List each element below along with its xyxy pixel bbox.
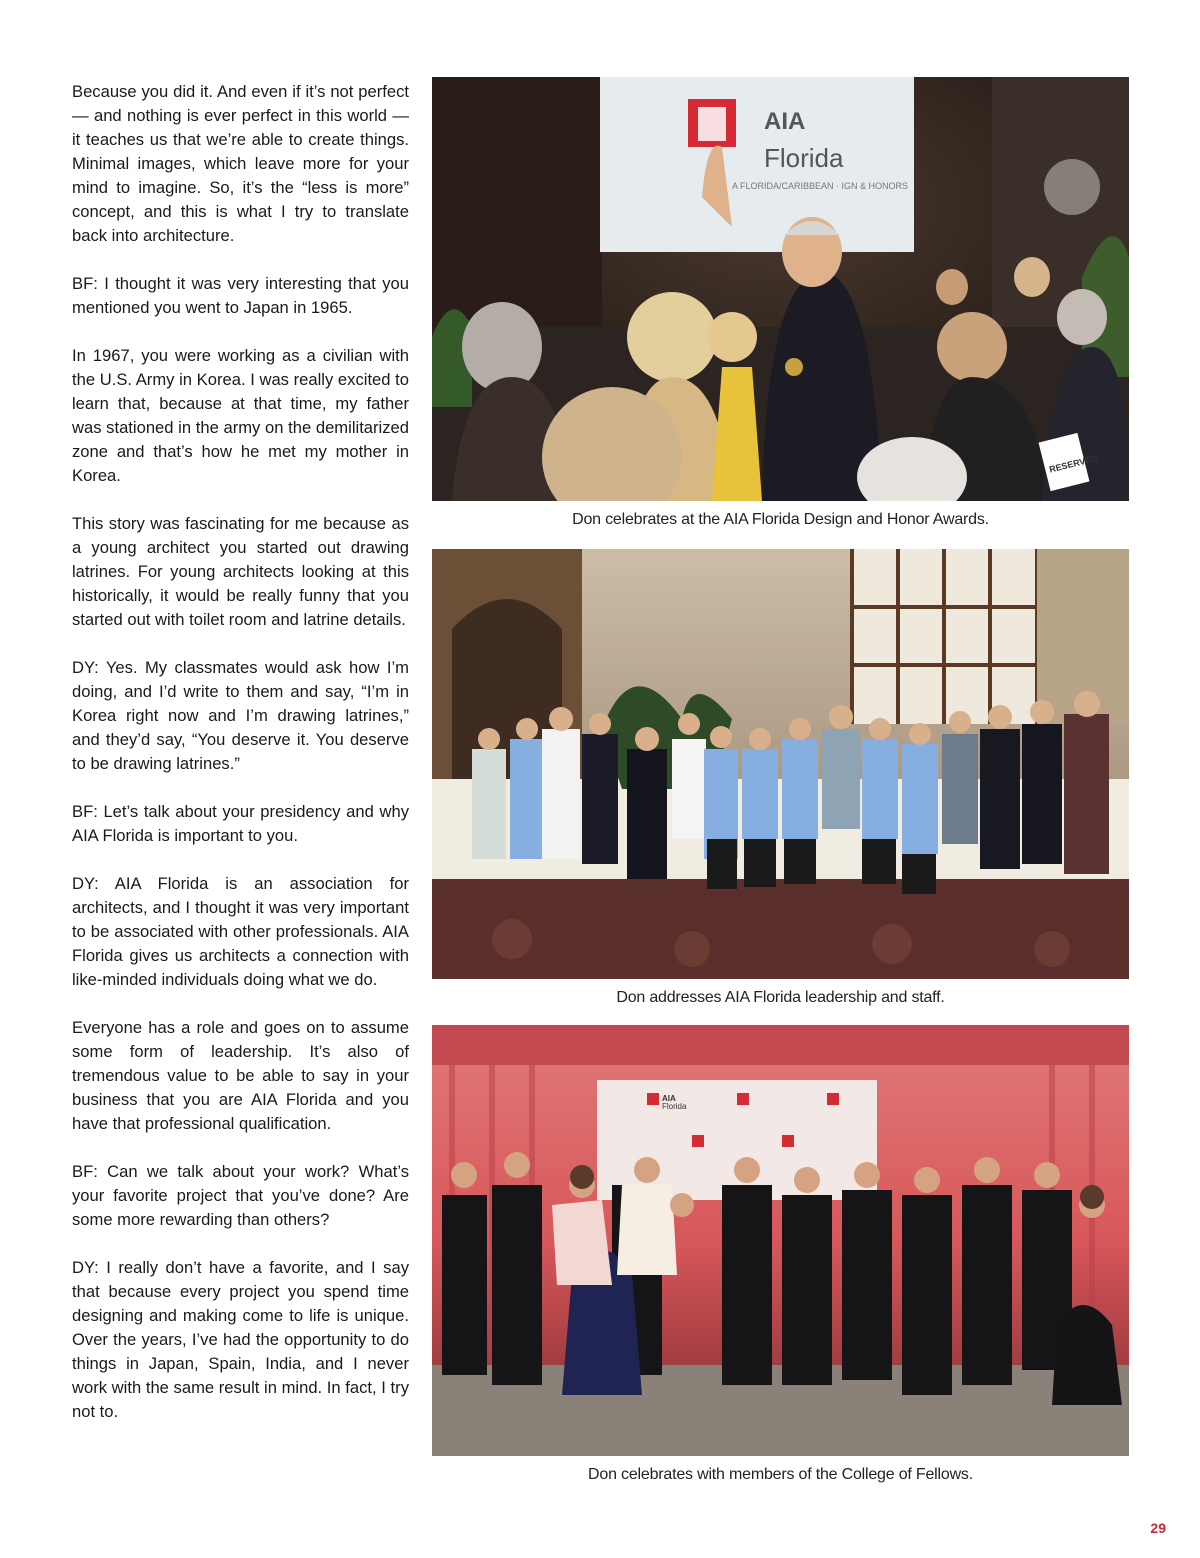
photo-caption: Don celebrates at the AIA Florida Design and Honor Awards. (572, 511, 989, 528)
screen-subtitle: A FLORIDA/CARIBBEAN · IGN & HONORS (732, 181, 909, 191)
photo-caption: Don addresses AIA Florida leadership and staff. (616, 989, 945, 1006)
article-paragraph: Everyone has a role and goes on to assume some form of leadership. It’s also of tremendous value to be able to say in your business that you are AIA Florida and you have that professional qualification. (72, 1018, 409, 1133)
photo-leadership-staff-image (432, 549, 1129, 979)
article-paragraph: This story was fascinating for me because as a young architect you started out drawing latrines. For young architects looking at this historically, it would be really funny that you started out with toilet room and latrine details. (72, 514, 409, 629)
reserved-placard: RESERVED (1048, 452, 1099, 475)
article-paragraph: DY: AIA Florida is an association for architects, and I thought it was very important to be associated with other professionals. AIA Florida gives us architects a connection with like-minded individuals doing what we do. (72, 874, 409, 989)
article-paragraph: Because you did it. And even if it’s not perfect — and nothing is ever perfect in this world — it teaches us that we’re able to create things. Minimal images, which leave more for your mind to imagine. So, it’s the “less is more” concept, and this is what I try to translate back into architecture. (72, 82, 409, 245)
photo-college-of-fellows-image (432, 1025, 1129, 1456)
backdrop-logo-florida: Florida (662, 1102, 687, 1111)
screen-logo-florida: Florida (764, 143, 844, 173)
article-paragraph: BF: Can we talk about your work? What’s your favorite project that you’ve done? Are some more rewarding than others? (72, 1162, 409, 1229)
photo-leadership-staff (432, 549, 1129, 979)
photo-awards-celebration (432, 77, 1129, 501)
article-paragraph: BF: Let’s talk about your presidency and why AIA Florida is important to you. (72, 802, 409, 845)
article-paragraph: DY: I really don’t have a favorite, and I say that because every project you spend time designing and making come to life is unique. Over the years, I’ve had the opportunity to do things in Japan, Spain, India, and I never work with the same result in mind. In fact, I try not to. (72, 1258, 409, 1421)
article-paragraph: BF: I thought it was very interesting that you mentioned you went to Japan in 1965. (72, 274, 409, 317)
screen-logo-aia: AIA (764, 108, 806, 135)
photo-college-of-fellows (432, 1025, 1129, 1456)
photo-caption: Don celebrates with members of the College of Fellows. (588, 1466, 973, 1483)
photo-awards-celebration-image (432, 77, 1129, 501)
page-number: 29 (1150, 1520, 1166, 1536)
backdrop-logo-aia: AIA (662, 1094, 676, 1103)
article-text-column (72, 80, 409, 1448)
article-paragraph: DY: Yes. My classmates would ask how I’m doing, and I’d write to them and say, “I’m in Korea right now and I’m drawing latrines,” and they’d say, “You deserve it. You deserve to be drawing latrines.” (72, 658, 409, 773)
article-paragraph: In 1967, you were working as a civilian with the U.S. Army in Korea. I was really excited to learn that, because at that time, my father was stationed in the army on the demilitarized zone and that’s how he met my mother in Korea. (72, 346, 409, 485)
